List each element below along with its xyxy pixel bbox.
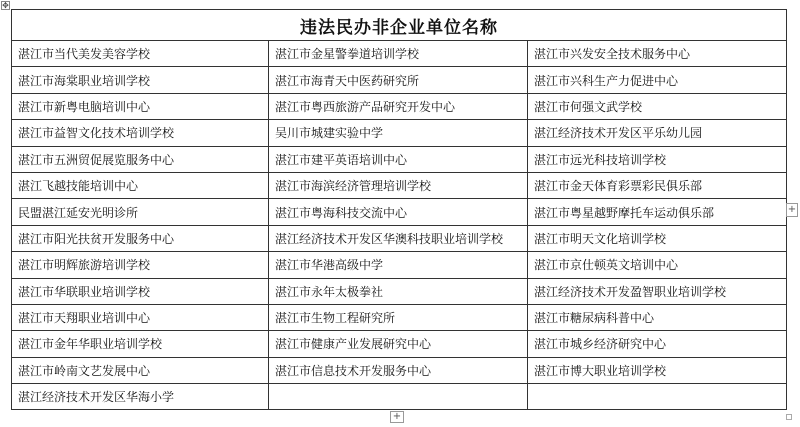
table-resize-handle[interactable] — [786, 414, 792, 420]
table-cell: 湛江市兴发安全技术服务中心 — [528, 41, 787, 67]
table-cell: 吴川市城建实验中学 — [269, 120, 528, 146]
table-row — [12, 278, 787, 304]
table-cell: 湛江经济技术开发区平乐幼儿园 — [528, 120, 787, 146]
table-cell: 湛江市海滨经济管理培训学校 — [269, 172, 528, 198]
table-cell: 湛江市生物工程研究所 — [269, 304, 528, 330]
table-row — [12, 67, 787, 93]
table-cell: 湛江经济技术开发区华澳科技职业培训学校 — [269, 225, 528, 251]
table-row — [12, 120, 787, 146]
add-column-button[interactable]: + — [787, 204, 797, 215]
table-row — [12, 199, 787, 225]
table-cell: 湛江市金年华职业培训学校 — [12, 331, 269, 357]
table-cell: 湛江市金天体育彩票彩民俱乐部 — [528, 172, 787, 198]
table-row — [12, 146, 787, 172]
table-cell: 民盟湛江延安光明诊所 — [12, 199, 269, 225]
table-cell: 湛江市京仕顿英文培训中心 — [528, 252, 787, 278]
table-cell: 湛江市阳光扶贫开发服务中心 — [12, 225, 269, 251]
table-cell: 湛江市博大职业培训学校 — [528, 357, 787, 383]
table-cell: 湛江市五洲贸促展览服务中心 — [12, 146, 269, 172]
table-cell: 湛江市城乡经济研究中心 — [528, 331, 787, 357]
table-row — [12, 41, 787, 67]
table-cell: 湛江经济技术开发盈智职业培训学校 — [528, 278, 787, 304]
table-cell: 湛江市海青天中医药研究所 — [269, 67, 528, 93]
table-cell: 湛江市海棠职业培训学校 — [12, 67, 269, 93]
table-cell: 湛江市新粤电脑培训中心 — [12, 93, 269, 119]
organization-table — [11, 9, 787, 410]
table-cell: 湛江市远光科技培训学校 — [528, 146, 787, 172]
table-cell: 湛江市信息技术开发服务中心 — [269, 357, 528, 383]
table-cell: 湛江市粤海科技交流中心 — [269, 199, 528, 225]
table-cell: 湛江市建平英语培训中心 — [269, 146, 528, 172]
table-cell: 湛江市当代美发美容学校 — [12, 41, 269, 67]
table-cell: 湛江市兴科生产力促进中心 — [528, 67, 787, 93]
table-cell: 湛江市粤西旅游产品研究开发中心 — [269, 93, 528, 119]
table-cell — [528, 384, 787, 410]
table-cell: 湛江市明天文化培训学校 — [528, 225, 787, 251]
table-cell: 湛江市健康产业发展研究中心 — [269, 331, 528, 357]
table-row — [12, 304, 787, 330]
table-row — [12, 331, 787, 357]
add-row-button[interactable]: + — [390, 411, 404, 423]
table-title: 违法民办非企业单位名称 — [12, 10, 787, 41]
table-cell: 湛江飞越技能培训中心 — [12, 172, 269, 198]
table-row — [12, 172, 787, 198]
table-row — [12, 93, 787, 119]
table-cell — [269, 384, 528, 410]
table-cell: 湛江市天翔职业培训中心 — [12, 304, 269, 330]
table-cell: 湛江市明辉旅游培训学校 — [12, 252, 269, 278]
table-cell: 湛江市糖尿病科普中心 — [528, 304, 787, 330]
table-row — [12, 384, 787, 410]
table-cell: 湛江市粤星越野摩托车运动俱乐部 — [528, 199, 787, 225]
table-cell: 湛江市何强文武学校 — [528, 93, 787, 119]
table-cell: 湛江市华联职业培训学校 — [12, 278, 269, 304]
table-row — [12, 357, 787, 383]
table-row — [12, 225, 787, 251]
table-cell: 湛江市益智文化技术培训学校 — [12, 120, 269, 146]
table-cell: 湛江经济技术开发区华海小学 — [12, 384, 269, 410]
table-row — [12, 252, 787, 278]
table-title-row — [12, 10, 787, 41]
table-move-handle[interactable]: ✥ — [2, 1, 9, 10]
table-cell: 湛江市岭南文艺发展中心 — [12, 357, 269, 383]
table-cell: 湛江市永年太极拳社 — [269, 278, 528, 304]
table-cell: 湛江市金星警拳道培训学校 — [269, 41, 528, 67]
document-table-wrapper — [11, 9, 786, 410]
table-cell: 湛江市华港高级中学 — [269, 252, 528, 278]
